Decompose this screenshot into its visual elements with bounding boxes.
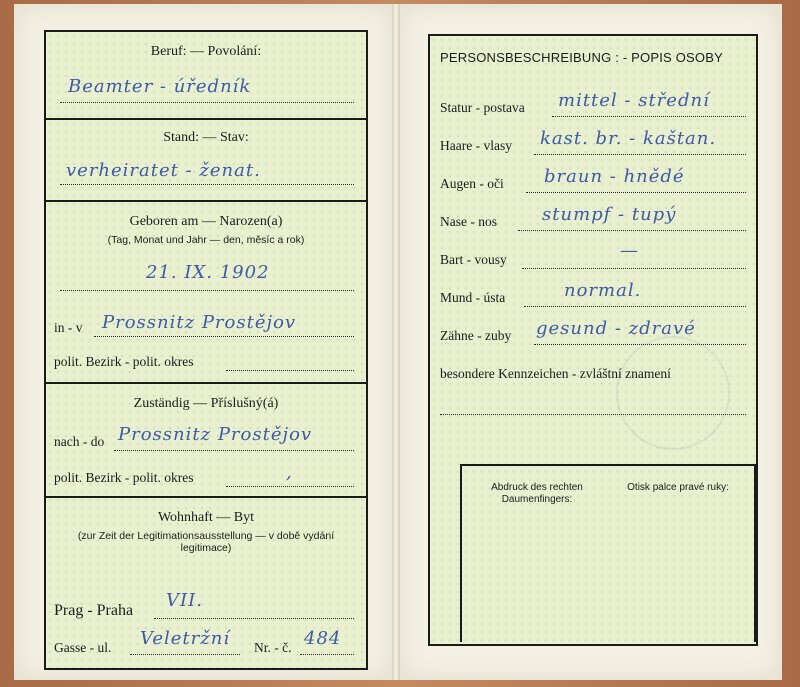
- street-line: [130, 654, 240, 655]
- domicile-label: Zuständig — Příslušný(á): [133, 396, 279, 411]
- faded-stamp: [616, 336, 730, 450]
- marital-status-value: verheiratet - ženat.: [66, 160, 261, 181]
- teeth-value: gesund - zdravé: [536, 318, 696, 339]
- thumbprint-label-de: Abdruck des rechten Daumenfingers:: [491, 482, 583, 505]
- marital-status-label: Stand: — Stav:: [163, 130, 249, 145]
- occupation-section: [46, 32, 366, 120]
- occupation-label: Beruf: — Povolání:: [150, 44, 262, 59]
- domicile-district-label: polit. Bezirk - polit. okres: [54, 470, 194, 485]
- residence-note: (zur Zeit der Legitimationsausstellung — v době vydání legitimace): [77, 530, 335, 554]
- eyes-label: Augen - oči: [440, 176, 504, 191]
- city-district-value: VII.: [166, 590, 203, 611]
- eyes-value: braun - hnědé: [544, 166, 685, 187]
- city-label: Prag - Praha: [54, 602, 134, 619]
- beard-line: [522, 268, 746, 269]
- hair-value: kast. br. - kaštan.: [540, 128, 717, 149]
- marital-status-section: [46, 120, 366, 202]
- hair-line: [534, 154, 746, 155]
- teeth-line: [534, 344, 746, 345]
- domicile-to-label: nach - do: [54, 434, 105, 449]
- left-form-frame: [44, 30, 368, 670]
- birth-district-label: polit. Bezirk - polit. okres: [54, 354, 194, 369]
- mouth-label: Mund - ústa: [440, 290, 506, 305]
- beard-value: —: [620, 240, 639, 261]
- thumbprint-label-cz: Otisk palce pravé ruky:: [627, 482, 729, 493]
- mouth-value: normal.: [564, 280, 642, 301]
- street-label: Gasse - ul.: [54, 640, 112, 655]
- right-form-frame: [428, 34, 758, 646]
- stature-line: [552, 116, 746, 117]
- birth-district-line: [226, 370, 354, 371]
- birthplace-label: in - v: [54, 320, 83, 335]
- nose-label: Nase - nos: [440, 214, 497, 229]
- birth-date-line: [60, 290, 354, 291]
- special-marks-label: besondere Kennzeichen - zvláštní znamení: [440, 366, 671, 381]
- domicile-district-value: ,: [286, 462, 293, 483]
- hair-label: Haare - vlasy: [440, 138, 512, 153]
- birthplace-line: [94, 336, 354, 337]
- birth-section: [46, 202, 366, 384]
- house-number-label: Nr. - č.: [254, 640, 292, 655]
- birth-date-value: 21. IX. 1902: [146, 262, 270, 283]
- street-value: Veletržní: [140, 628, 231, 649]
- nose-line: [518, 230, 746, 231]
- domicile-to-value: Prossnitz Prostějov: [118, 424, 313, 445]
- page-fold: [392, 4, 400, 680]
- house-number-line: [300, 654, 354, 655]
- stature-value: mittel - střední: [558, 90, 710, 111]
- residence-section: [46, 498, 366, 666]
- occupation-line: [60, 102, 354, 103]
- marital-status-line: [60, 184, 354, 185]
- thumbprint-box: [460, 464, 756, 642]
- domicile-section: [46, 384, 366, 498]
- special-marks-line: [440, 414, 746, 415]
- domicile-district-line: [226, 486, 354, 487]
- city-line: [154, 618, 354, 619]
- residence-label: Wohnhaft — Byt: [157, 510, 255, 525]
- eyes-line: [526, 192, 746, 193]
- house-number-value: 484: [304, 628, 342, 649]
- personal-description-title: PERSONSBESCHREIBUNG : - POPIS OSOBY: [440, 50, 723, 65]
- teeth-label: Zähne - zuby: [440, 328, 512, 343]
- occupation-value: Beamter - úředník: [68, 76, 252, 97]
- mouth-line: [524, 306, 746, 307]
- birth-label: Geboren am — Narozen(a): [129, 214, 283, 229]
- stature-label: Statur - postava: [440, 100, 525, 115]
- domicile-to-line: [114, 450, 354, 451]
- birthplace-value: Prossnitz Prostějov: [102, 312, 297, 333]
- nose-value: stumpf - tupý: [542, 204, 677, 225]
- birth-note: (Tag, Monat und Jahr — den, měsíc a rok): [107, 234, 305, 246]
- beard-label: Bart - vousy: [440, 252, 507, 267]
